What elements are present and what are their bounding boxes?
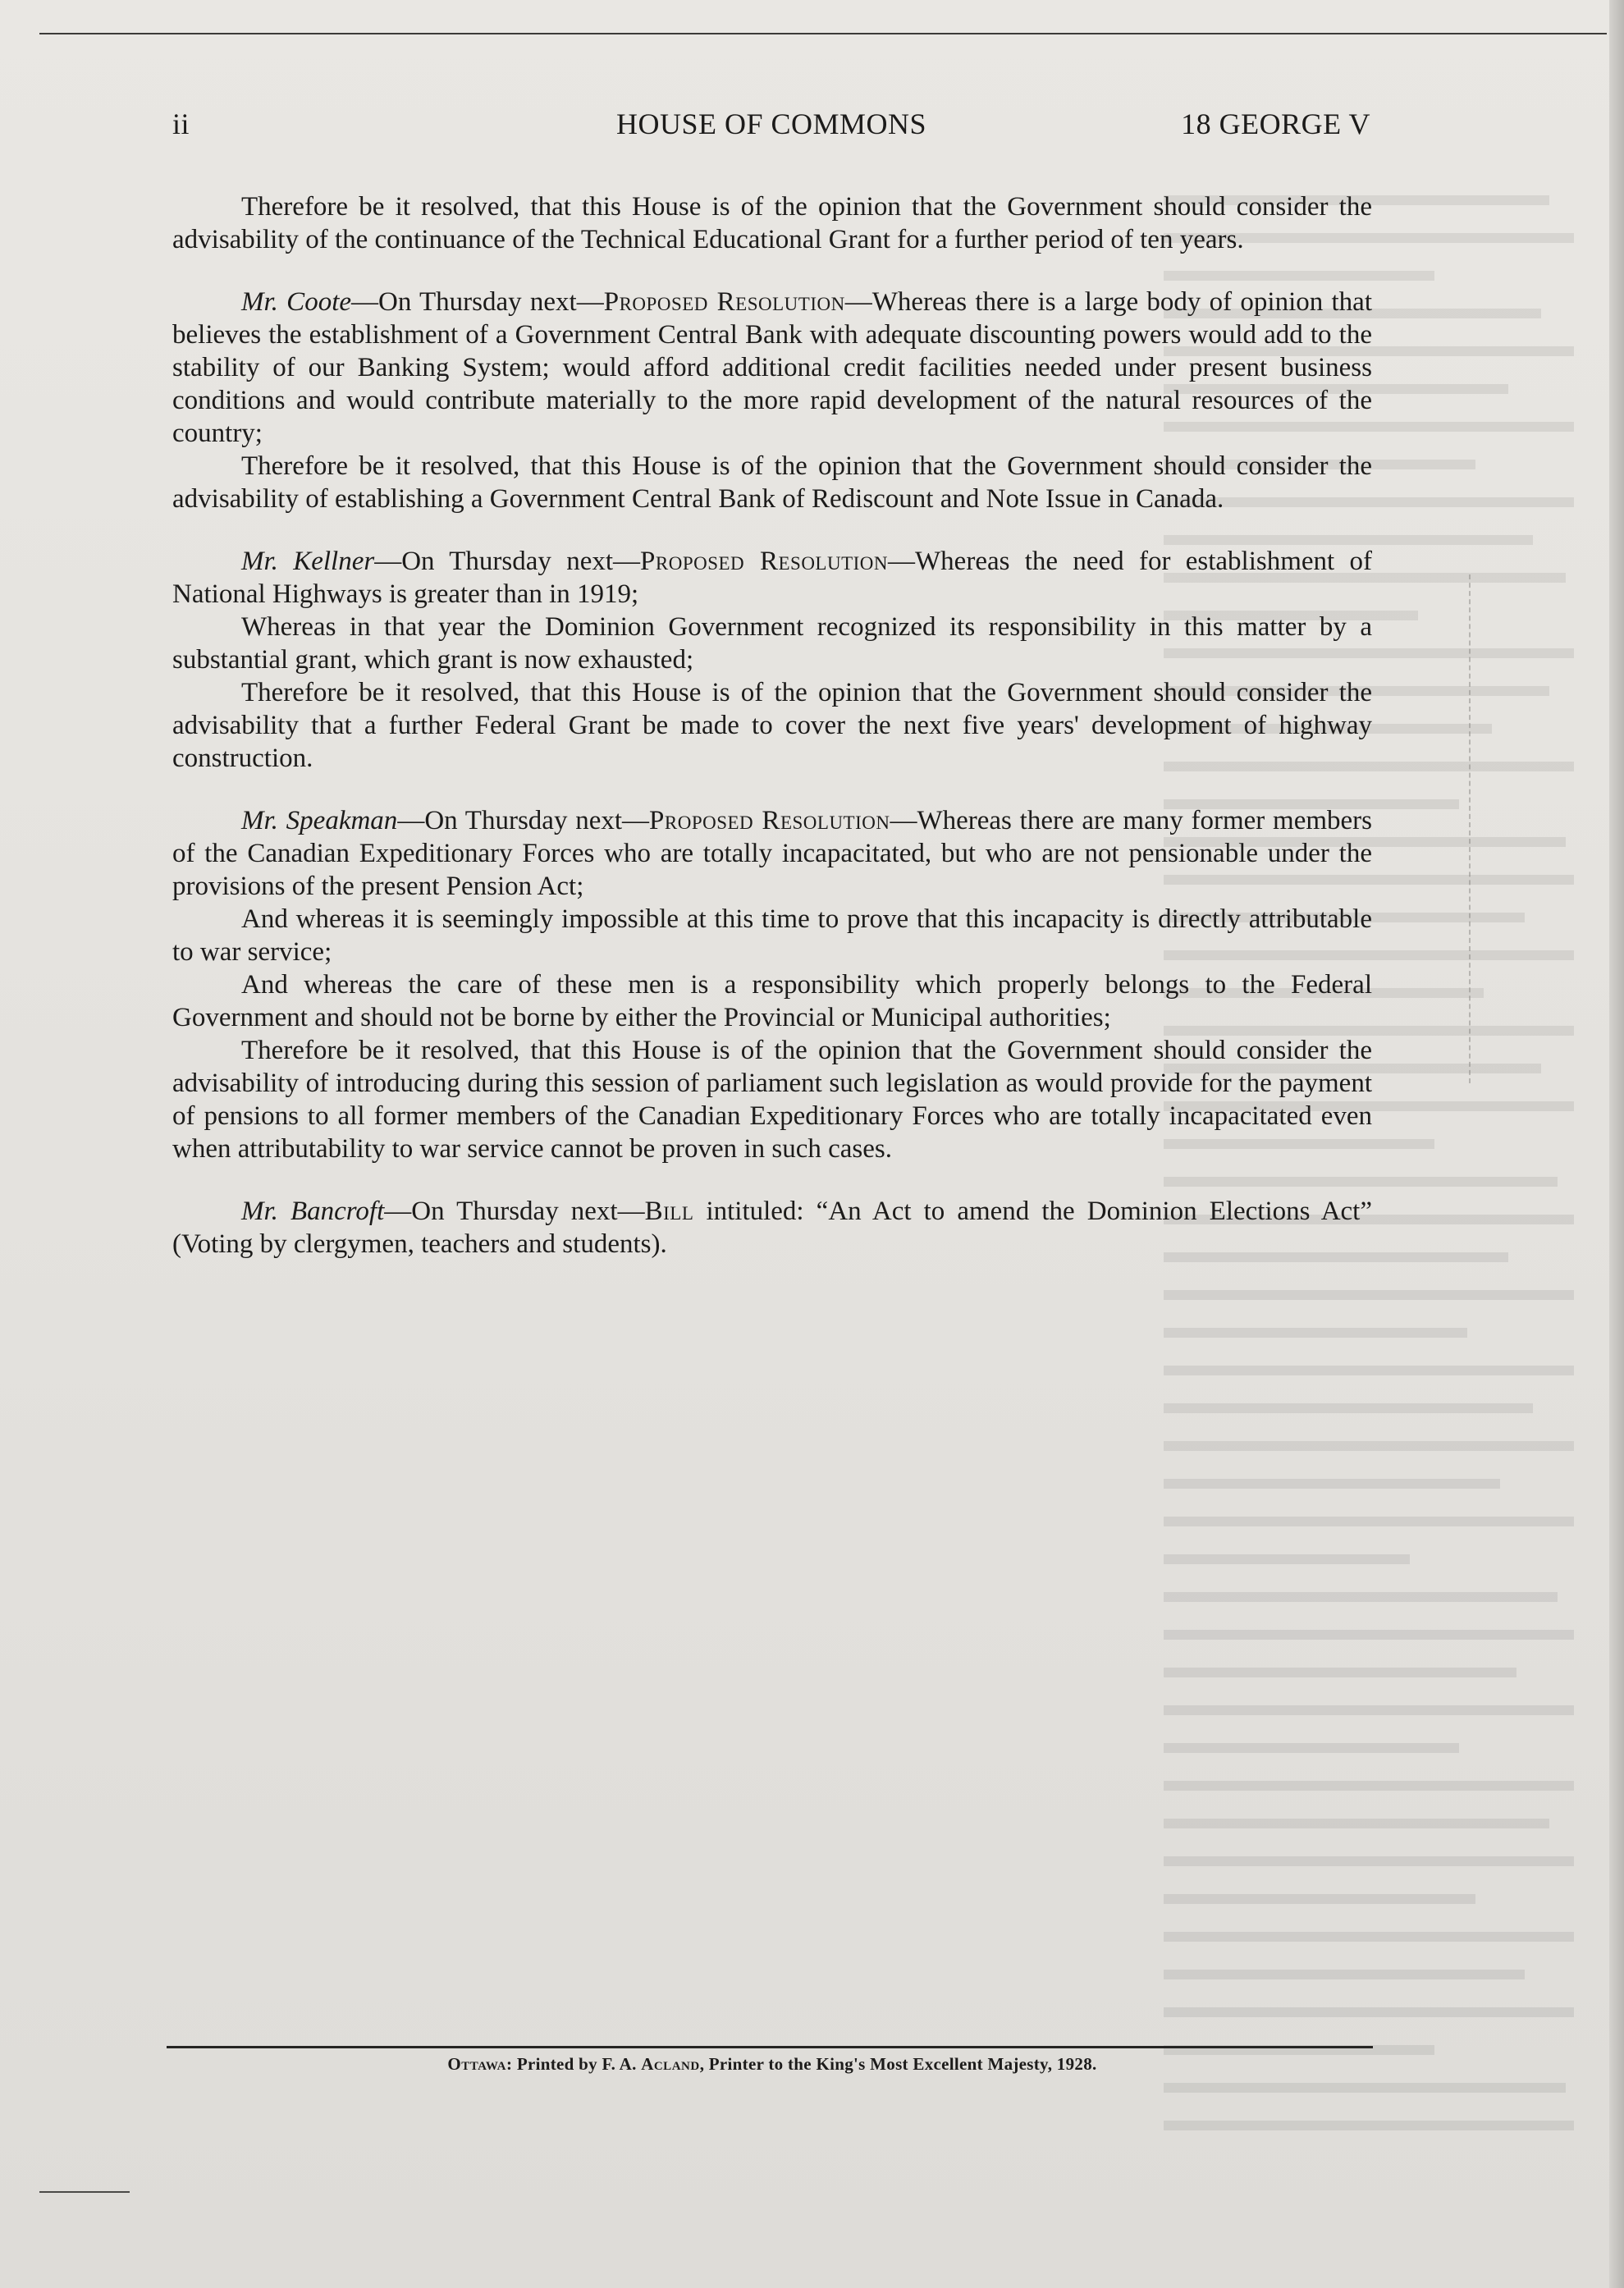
notice-text bbox=[172, 190, 1372, 1261]
paragraph: Whereas in that year the Dominion Government recognized its responsibility in this matter by a substantial grant, which grant is now exhausted; bbox=[172, 612, 1372, 675]
regnal-year: 18 GEORGE V bbox=[1181, 108, 1370, 140]
notice-lead: intituled: “An Act to amend the Dominion Elections Act” (Voting by clergymen, teachers and students). bbox=[172, 1197, 1373, 1259]
notice bbox=[172, 190, 1372, 256]
page-bottom-mark bbox=[39, 2191, 130, 2193]
paragraph: Therefore be it resolved, that this House is of the opinion that the Government should consider the advisability of the continuance of the Technical Educational Grant for a further period of ten years. bbox=[172, 192, 1372, 254]
paragraph: Therefore be it resolved, that this House is of the opinion that the Government should consider the advisability that a further Federal Grant be made to cover the next five years' development of highway construction. bbox=[172, 678, 1372, 773]
member-name: Mr. Speakman bbox=[241, 806, 398, 835]
notice-lead: —Whereas there is a large body of opinion that believes the establishment of a Government Central Bank with adequate discounting powers would add to the stability of our Banking System; would afford additional credit facilities needed under present business conditions and would contribute materially to the more rapid development of the natural resources of the country; bbox=[172, 287, 1372, 448]
margin-dash-mark bbox=[1469, 574, 1472, 1083]
imprint-city: Ottawa bbox=[447, 2054, 506, 2074]
notice-date: —On Thursday next— bbox=[351, 287, 604, 317]
notice-date: —On Thursday next— bbox=[397, 806, 650, 835]
notice-kind: Proposed Resolution bbox=[649, 806, 890, 835]
footer-rule bbox=[167, 2046, 1373, 2048]
member-name: Mr. Coote bbox=[241, 287, 352, 317]
notice-lead-paragraph bbox=[172, 1195, 1372, 1261]
running-title: HOUSE OF COMMONS bbox=[615, 108, 927, 140]
imprint-printer: Acland bbox=[641, 2054, 700, 2074]
imprint-rest: , Printer to the King's Most Excellent Majesty, 1928. bbox=[699, 2054, 1097, 2074]
member-name: Mr. Kellner bbox=[241, 547, 375, 576]
notice-lead: —Whereas there are many former members of the Canadian Expeditionary Forces who are totally incapacitated, but who are not pensionable under the provisions of the present Pension Act; bbox=[172, 806, 1372, 901]
page-right-edge bbox=[1609, 0, 1624, 2288]
paragraph: Therefore be it resolved, that this House is of the opinion that the Government should consider the advisability of introducing during this session of parliament such legislation as would provide for the payment of pensions to all former members of the Canadian Expeditionary Forces who are totally incapacitated even when attributability to war service cannot be proven in such cases. bbox=[172, 1036, 1372, 1164]
notice-lead-paragraph bbox=[172, 286, 1372, 450]
notice-lead: —Whereas the need for establishment of National Highways is greater than in 1919; bbox=[172, 547, 1372, 609]
notice-kind: Proposed Resolution bbox=[603, 287, 845, 317]
notice bbox=[172, 286, 1372, 515]
notice bbox=[172, 1195, 1372, 1261]
paragraph: And whereas the care of these men is a responsibility which properly belongs to the Federal Government and should not be borne by either the Provincial or Municipal authorities; bbox=[172, 970, 1372, 1032]
notice-lead-paragraph bbox=[172, 804, 1372, 903]
member-name: Mr. Bancroft bbox=[241, 1197, 385, 1226]
notice-kind: Proposed Resolution bbox=[640, 547, 889, 576]
page-top-edge bbox=[39, 33, 1607, 34]
printer-imprint bbox=[172, 2054, 1372, 2075]
notice bbox=[172, 545, 1372, 775]
paragraph: And whereas it is seemingly impossible at this time to prove that this incapacity is directly attributable to war service; bbox=[172, 904, 1372, 967]
notice-lead-paragraph bbox=[172, 545, 1372, 611]
notice-date: —On Thursday next— bbox=[374, 547, 641, 576]
notice-date: —On Thursday next— bbox=[384, 1197, 645, 1226]
imprint-printed-by: : Printed by F. A. bbox=[506, 2054, 642, 2074]
notice-kind: Bill bbox=[644, 1197, 694, 1226]
running-header bbox=[172, 107, 1370, 148]
notice bbox=[172, 804, 1372, 1165]
paragraph: Therefore be it resolved, that this House is of the opinion that the Government should consider the advisability of establishing a Government Central Bank of Rediscount and Note Issue in Canada. bbox=[172, 451, 1372, 514]
page-folio: ii bbox=[172, 108, 190, 140]
